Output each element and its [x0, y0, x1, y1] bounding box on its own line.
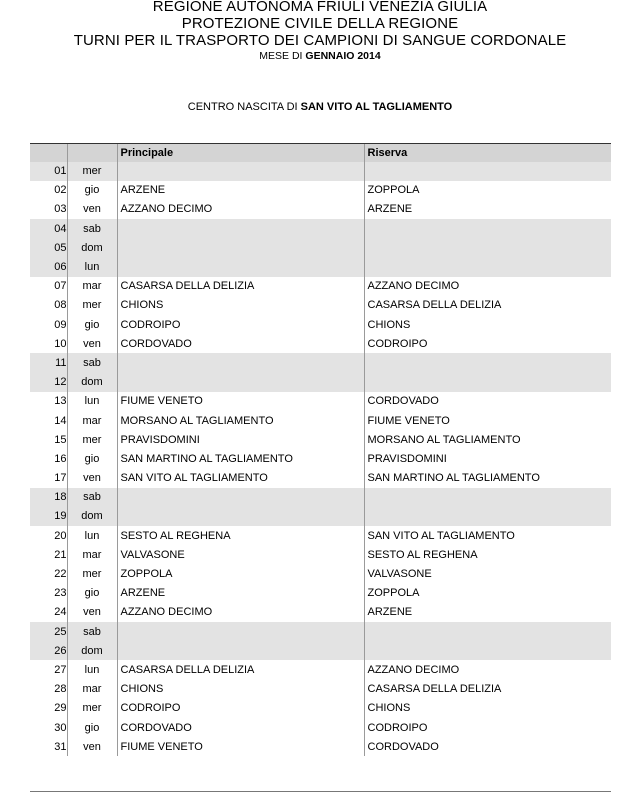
principale-cell: FIUME VENETO: [117, 737, 364, 756]
weekday-cell: mar: [67, 411, 117, 430]
table-header-row: [30, 144, 611, 162]
weekday-cell: sab: [67, 622, 117, 641]
principale-cell: CODROIPO: [117, 699, 364, 718]
riserva-cell: SAN MARTINO AL TAGLIAMENTO: [364, 469, 611, 488]
header-region: REGIONE AUTONOMA FRIULI VENEZIA GIULIA: [152, 0, 488, 15]
table-row: [30, 526, 611, 545]
table-row: [30, 737, 611, 756]
weekday-cell: mer: [67, 430, 117, 449]
day-cell: 29: [54, 702, 67, 715]
riserva-cell: ARZENE: [364, 200, 611, 219]
principale-cell: AZZANO DECIMO: [117, 603, 364, 622]
principale-cell: [117, 162, 364, 181]
weekday-cell: ven: [67, 469, 117, 488]
day-cell: 11: [30, 353, 67, 372]
centro-prefix: CENTRO NASCITA DI: [187, 101, 298, 113]
table-row: [30, 449, 611, 468]
riserva-cell: [364, 373, 611, 392]
principale-cell: [117, 353, 364, 372]
column-header-riserva: Riserva: [364, 144, 611, 162]
weekday-cell: sab: [67, 353, 117, 372]
month-value: GENNAIO 2014: [305, 50, 381, 62]
riserva-cell: AZZANO DECIMO: [364, 660, 611, 679]
day-cell: 12: [30, 373, 67, 392]
weekday-cell: gio: [67, 718, 117, 737]
table-row: [30, 699, 611, 718]
weekday-cell: lun: [67, 392, 117, 411]
riserva-cell: PRAVISDOMINI: [364, 449, 611, 468]
day-cell: 26: [30, 641, 67, 660]
document-header: [0, 0, 640, 63]
table-row: [30, 718, 611, 737]
table-row: [30, 603, 611, 622]
weekday-cell: gio: [67, 584, 117, 603]
month-prefix: MESE DI: [259, 50, 303, 62]
riserva-cell: CORDOVADO: [364, 392, 611, 411]
riserva-cell: AZZANO DECIMO: [364, 277, 611, 296]
column-header-principale: Principale: [117, 144, 364, 162]
weekday-cell: dom: [67, 507, 117, 526]
weekday-cell: sab: [67, 219, 117, 238]
riserva-cell: CASARSA DELLA DELIZIA: [364, 296, 611, 315]
principale-cell: VALVASONE: [117, 545, 364, 564]
principale-cell: [117, 373, 364, 392]
weekday-cell: lun: [67, 526, 117, 545]
riserva-cell: [364, 162, 611, 181]
table-row: [30, 277, 611, 296]
weekday-cell: mar: [67, 545, 117, 564]
table-row: [30, 257, 611, 276]
day-cell: 04: [30, 219, 67, 238]
table-row: [30, 507, 611, 526]
table-row: [30, 181, 611, 200]
day-cell: 09: [54, 318, 67, 331]
weekday-cell: mar: [67, 680, 117, 699]
day-cell: 10: [54, 337, 67, 350]
principale-cell: CODROIPO: [117, 315, 364, 334]
day-cell: 13: [54, 395, 67, 408]
day-cell: 01: [30, 162, 67, 181]
table-row: [30, 469, 611, 488]
principale-cell: AZZANO DECIMO: [117, 200, 364, 219]
day-cell: 25: [30, 622, 67, 641]
day-cell: 17: [54, 472, 67, 485]
riserva-cell: MORSANO AL TAGLIAMENTO: [364, 430, 611, 449]
principale-cell: [117, 507, 364, 526]
principale-cell: CASARSA DELLA DELIZIA: [117, 277, 364, 296]
riserva-cell: [364, 238, 611, 257]
day-cell: 27: [54, 663, 67, 676]
day-cell: 22: [54, 568, 67, 581]
principale-cell: CORDOVADO: [117, 334, 364, 353]
principale-cell: CORDOVADO: [117, 718, 364, 737]
header-protezione-civile: PROTEZIONE CIVILE DELLA REGIONE: [181, 15, 459, 32]
day-cell: 18: [30, 488, 67, 507]
weekday-cell: ven: [67, 737, 117, 756]
table-row: [30, 162, 611, 181]
principale-cell: PRAVISDOMINI: [117, 430, 364, 449]
table-row: [30, 315, 611, 334]
riserva-cell: [364, 219, 611, 238]
column-header-weekday: [67, 144, 117, 162]
day-cell: 28: [54, 683, 67, 696]
table-row: [30, 200, 611, 219]
weekday-cell: mer: [67, 162, 117, 181]
day-cell: 02: [54, 184, 67, 197]
column-header-day: [30, 144, 67, 162]
centro-nascita: [0, 101, 640, 113]
weekday-cell: mer: [67, 296, 117, 315]
principale-cell: CHIONS: [117, 296, 364, 315]
table-row: [30, 488, 611, 507]
riserva-cell: VALVASONE: [364, 564, 611, 583]
table-row: [30, 584, 611, 603]
riserva-cell: ZOPPOLA: [364, 584, 611, 603]
table-row: [30, 411, 611, 430]
weekday-cell: gio: [67, 315, 117, 334]
day-cell: 08: [54, 299, 67, 312]
principale-cell: CHIONS: [117, 680, 364, 699]
table-row: [30, 219, 611, 238]
principale-cell: ARZENE: [117, 181, 364, 200]
riserva-cell: CODROIPO: [364, 334, 611, 353]
riserva-cell: [364, 488, 611, 507]
weekday-cell: mar: [67, 277, 117, 296]
principale-cell: MORSANO AL TAGLIAMENTO: [117, 411, 364, 430]
riserva-cell: CHIONS: [364, 699, 611, 718]
principale-cell: [117, 219, 364, 238]
principale-cell: ZOPPOLA: [117, 564, 364, 583]
riserva-cell: [364, 353, 611, 372]
riserva-cell: FIUME VENETO: [364, 411, 611, 430]
principale-cell: ARZENE: [117, 584, 364, 603]
table-row: [30, 430, 611, 449]
weekday-cell: ven: [67, 603, 117, 622]
weekday-cell: dom: [67, 238, 117, 257]
table-bottom-border: [30, 791, 611, 792]
day-cell: 24: [54, 606, 67, 619]
principale-cell: SAN VITO AL TAGLIAMENTO: [117, 469, 364, 488]
day-cell: 20: [54, 529, 67, 542]
weekday-cell: gio: [67, 449, 117, 468]
riserva-cell: [364, 622, 611, 641]
table-row: [30, 564, 611, 583]
table-row: [30, 373, 611, 392]
day-cell: 16: [54, 452, 67, 465]
table-row: [30, 545, 611, 564]
day-cell: 30: [54, 721, 67, 734]
riserva-cell: SAN VITO AL TAGLIAMENTO: [364, 526, 611, 545]
day-cell: 21: [54, 548, 67, 561]
riserva-cell: ZOPPOLA: [364, 181, 611, 200]
weekday-cell: lun: [67, 660, 117, 679]
principale-cell: CASARSA DELLA DELIZIA: [117, 660, 364, 679]
principale-cell: [117, 641, 364, 660]
table-row: [30, 238, 611, 257]
weekday-cell: dom: [67, 373, 117, 392]
header-title: TURNI PER IL TRASPORTO DEI CAMPIONI DI SANGUE CORDONALE: [73, 32, 567, 49]
day-cell: 07: [54, 280, 67, 293]
weekday-cell: sab: [67, 488, 117, 507]
weekday-cell: lun: [67, 257, 117, 276]
day-cell: 05: [30, 238, 67, 257]
riserva-cell: CHIONS: [364, 315, 611, 334]
weekday-cell: gio: [67, 181, 117, 200]
riserva-cell: SESTO AL REGHENA: [364, 545, 611, 564]
shift-table: [30, 143, 611, 756]
day-cell: 03: [54, 203, 67, 216]
table-row: [30, 660, 611, 679]
riserva-cell: [364, 507, 611, 526]
principale-cell: [117, 488, 364, 507]
riserva-cell: CORDOVADO: [364, 737, 611, 756]
table-row: [30, 392, 611, 411]
principale-cell: SAN MARTINO AL TAGLIAMENTO: [117, 449, 364, 468]
day-cell: 31: [54, 740, 67, 753]
table-row: [30, 296, 611, 315]
table-row: [30, 680, 611, 699]
riserva-cell: ARZENE: [364, 603, 611, 622]
header-month: [0, 50, 640, 63]
weekday-cell: ven: [67, 334, 117, 353]
day-cell: 23: [54, 587, 67, 600]
principale-cell: [117, 257, 364, 276]
table-row: [30, 334, 611, 353]
table-row: [30, 622, 611, 641]
weekday-cell: mer: [67, 564, 117, 583]
principale-cell: [117, 622, 364, 641]
day-cell: 15: [54, 433, 67, 446]
day-cell: 14: [54, 414, 67, 427]
riserva-cell: [364, 641, 611, 660]
weekday-cell: ven: [67, 200, 117, 219]
riserva-cell: CODROIPO: [364, 718, 611, 737]
day-cell: 19: [30, 507, 67, 526]
principale-cell: [117, 238, 364, 257]
riserva-cell: CASARSA DELLA DELIZIA: [364, 680, 611, 699]
riserva-cell: [364, 257, 611, 276]
table-row: [30, 641, 611, 660]
table-body: [30, 162, 611, 757]
weekday-cell: mer: [67, 699, 117, 718]
centro-name: SAN VITO AL TAGLIAMENTO: [300, 101, 453, 113]
weekday-cell: dom: [67, 641, 117, 660]
principale-cell: SESTO AL REGHENA: [117, 526, 364, 545]
table-row: [30, 353, 611, 372]
day-cell: 06: [30, 257, 67, 276]
principale-cell: FIUME VENETO: [117, 392, 364, 411]
